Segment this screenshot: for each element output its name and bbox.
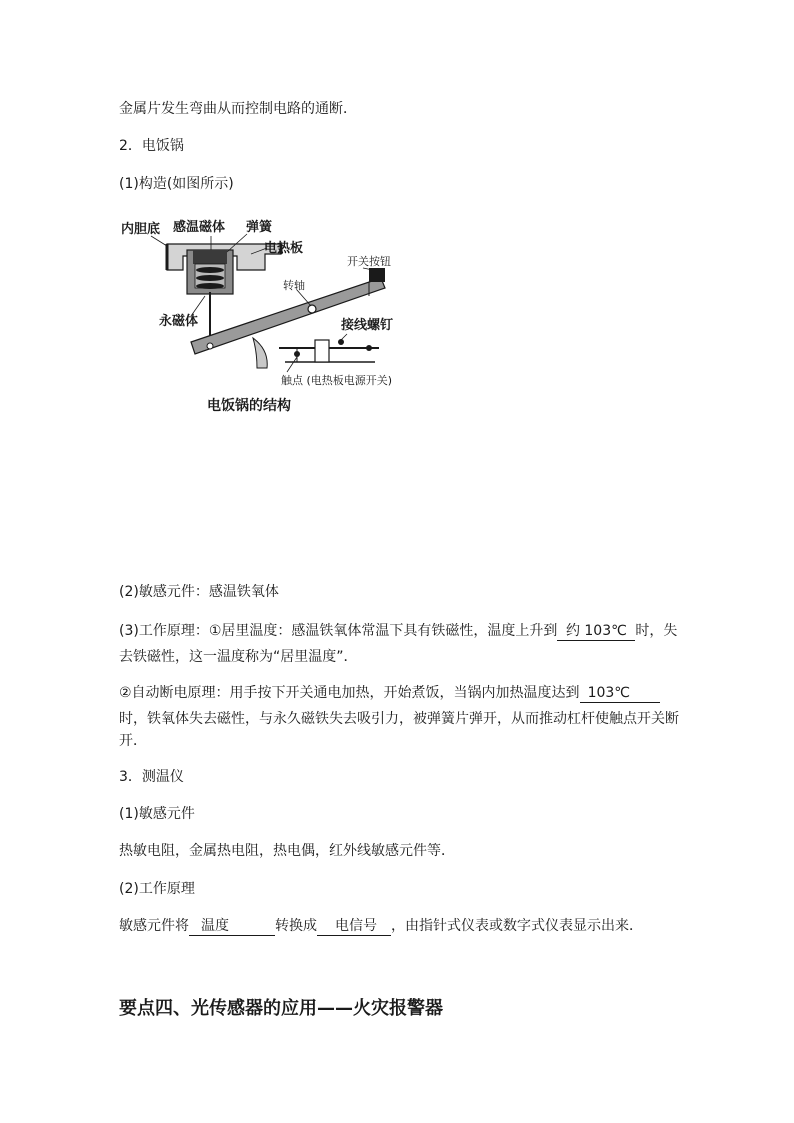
section-title-thermometer: 3．测温仪 — [119, 769, 184, 785]
section-heading-fire-alarm: 要点四、光传感器的应用——火灾报警器 — [119, 998, 443, 1019]
text-segment: 时，失 — [635, 623, 678, 639]
label-thermo-magnet: 感温磁体 — [173, 220, 226, 235]
subheading-sensing-element: (1)敏感元件 — [119, 806, 195, 822]
section-title-rice-cooker: 2．电饭锅 — [119, 138, 184, 154]
answer-blank-signal: 电信号 — [317, 917, 391, 936]
text-conversion — [119, 913, 643, 939]
text-sensor-types: 热敏电阻，金属热电阻，热电偶，红外线敏感元件等． — [119, 843, 455, 859]
text-auto-off-1 — [119, 680, 660, 706]
text-segment: 敏感元件将 — [119, 918, 189, 934]
text-line-1: 金属片发生弯曲从而控制电路的通断． — [119, 101, 357, 117]
text-working-principle-1 — [119, 618, 677, 644]
text-segment: ，由指针式仪表或数字式仪表显示出来． — [391, 918, 643, 934]
label-spring: 弹簧 — [246, 220, 273, 235]
rice-cooker-structure-figure — [119, 212, 419, 422]
answer-blank-curie-temp: 约 103℃ — [557, 622, 635, 641]
text-segment: (3)工作原理：①居里温度：感温铁氧体常温下具有铁磁性，温度上升到 — [119, 623, 558, 639]
text-working-principle-2: 去铁磁性，这一温度称为“居里温度”． — [119, 649, 358, 665]
label-permanent-magnet: 永磁体 — [159, 314, 199, 329]
label-heating-plate: 电热板 — [264, 241, 304, 256]
label-pivot: 转轴 — [283, 279, 305, 292]
label-switch-button: 开关按钮 — [347, 255, 391, 268]
text-sensing-element: (2)敏感元件：感温铁氧体 — [119, 584, 279, 600]
subheading-structure: (1)构造(如图所示) — [119, 176, 234, 192]
text-segment: ②自动断电原理：用手按下开关通电加热，开始煮饭，当锅内加热温度达到 — [119, 685, 580, 701]
answer-blank-temperature: 103℃ — [580, 684, 660, 703]
text-auto-off-3: 开． — [119, 733, 147, 749]
subheading-working-principle: (2)工作原理 — [119, 881, 195, 897]
text-segment: 转换成 — [275, 918, 317, 934]
figure-caption: 电饭锅的结构 — [207, 398, 291, 414]
answer-blank-quantity: 温度 — [189, 917, 275, 936]
label-contact: 触点 (电热板电源开关) — [281, 374, 393, 387]
label-inner-bottom: 内胆底 — [121, 222, 161, 237]
text-auto-off-2: 时，铁氧体失去磁性，与永久磁铁失去吸引力，被弹簧片弹开，从而推动杠杆使触点开关断 — [119, 711, 679, 727]
label-terminal-screw: 接线螺钉 — [341, 318, 394, 333]
